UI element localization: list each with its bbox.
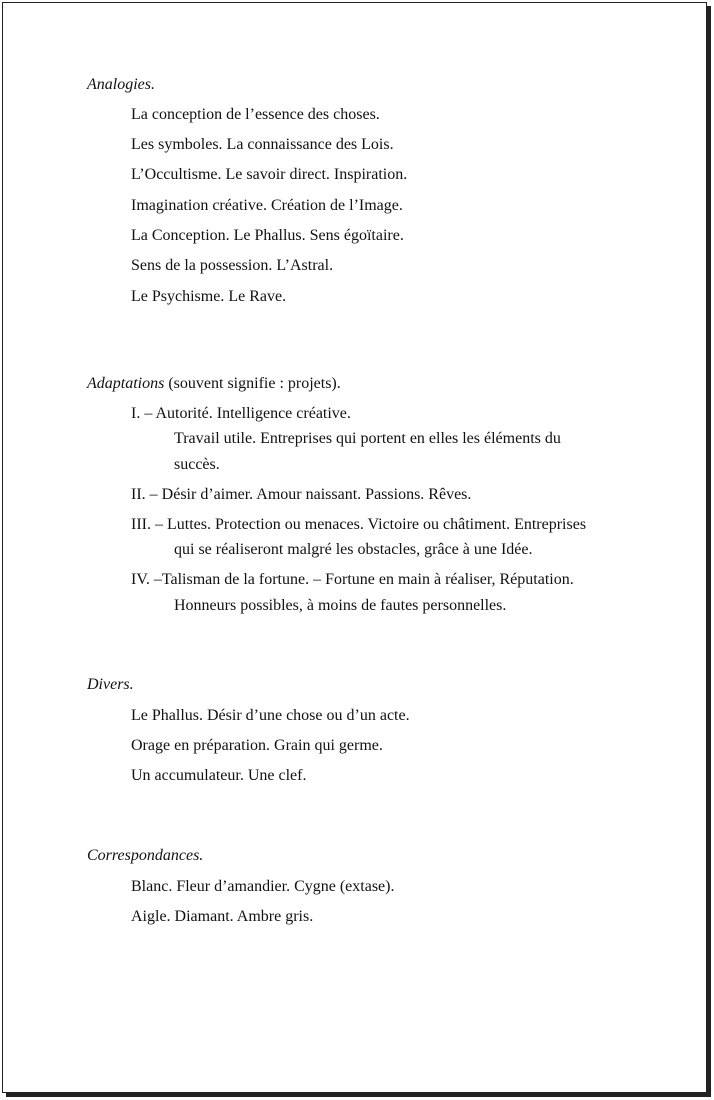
page — [2, 2, 707, 1093]
analogies-line: Sens de la possession. L’Astral. — [131, 257, 334, 274]
divers-line: Un accumulateur. Une clef. — [131, 767, 307, 784]
divers-line: Le Phallus. Désir d’une chose ou d’un acte. — [131, 707, 410, 724]
correspondances-line: Blanc. Fleur d’amandier. Cygne (extase). — [131, 878, 395, 895]
analogies-line: Les symboles. La connaissance des Lois. — [131, 136, 394, 153]
analogies-heading-text: Analogies. — [87, 76, 155, 93]
adaptations-heading-italic: Adaptations — [87, 375, 165, 392]
analogies-heading — [87, 75, 155, 95]
analogies-line: La Conception. Le Phallus. Sens égoïtaire. — [131, 227, 404, 244]
analogies-line: L’Occultisme. Le savoir direct. Inspiration. — [131, 166, 408, 183]
correspondances-heading-text: Correspondances. — [87, 847, 204, 864]
analogies-line: Imagination créative. Création de l’Image. — [131, 197, 403, 214]
analogies-line: Le Psychisme. Le Rave. — [131, 288, 287, 305]
adaptation-item-1-cont: succès. — [174, 456, 220, 473]
divers-heading — [87, 675, 134, 695]
adaptations-heading — [87, 374, 341, 394]
adaptation-item-2: II. – Désir d’aimer. Amour naissant. Passions. Rêves. — [131, 486, 472, 503]
adaptation-item-4-cont: Honneurs possibles, à moins de fautes personnelles. — [174, 597, 507, 614]
divers-line: Orage en préparation. Grain qui germe. — [131, 737, 383, 754]
adaptation-item-3: III. – Luttes. Protection ou menaces. Victoire ou châtiment. Entreprises — [131, 516, 587, 533]
adaptation-item-3-cont: qui se réaliseront malgré les obstacles, grâce à une Idée. — [174, 541, 533, 558]
correspondances-line: Aigle. Diamant. Ambre gris. — [131, 908, 314, 925]
correspondances-heading — [87, 846, 203, 866]
adaptation-item-1-cont: Travail utile. Entreprises qui portent en elles les éléments du — [174, 430, 561, 447]
adaptation-item-1: I. – Autorité. Intelligence créative. — [131, 405, 351, 422]
adaptation-item-4: IV. –Talisman de la fortune. – Fortune en main à réaliser, Réputation. — [131, 571, 574, 588]
divers-heading-text: Divers. — [87, 676, 134, 693]
adaptations-heading-rest: (souvent signifie : projets). — [164, 375, 341, 392]
analogies-line: La conception de l’essence des choses. — [131, 106, 380, 123]
